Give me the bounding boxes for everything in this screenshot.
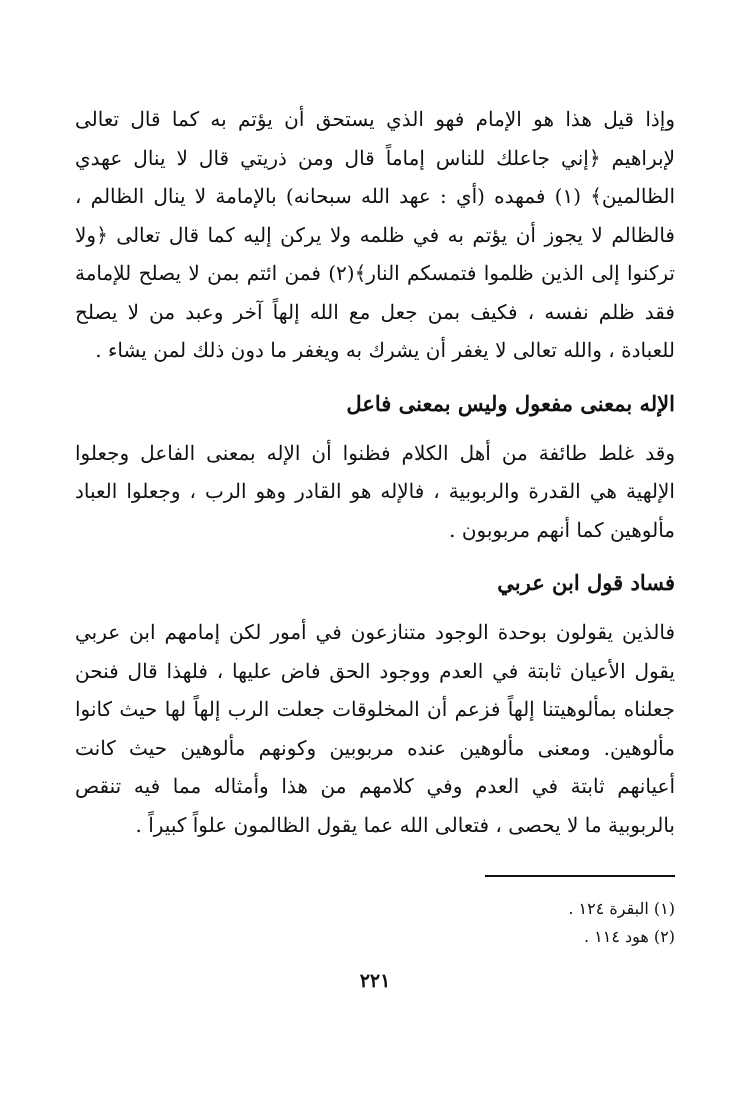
page-number: ٢٢١ — [359, 970, 391, 992]
section-heading-ilah-meaning: الإله بمعنى مفعول وليس بمعنى فاعل — [346, 390, 675, 416]
paragraph-imam: وإذا قيل هذا هو الإمام فهو الذي يستحق أن يؤتم به كما قال تعالى لإبراهيم ﴿إني جاعلك للناس إماماً قال ومن ذريتي قال لا ينال عهدي الظالمين﴾ (١) فمهده (أي : عهد الله سبحانه) بالإمامة لا ينال الظالم ، فالظالم لا يجوز أن يؤتم به في ظلمه ولا يركن إليه كما قال تعالى ﴿ولا تركنوا إلى الذين ظلموا فتمسكم النار﴾(٢) فمن ائتم بمن لا يصلح للإمامة فقد ظلم نفسه ، فكيف بمن جعل مع الله إلهاً آخر وعبد من لا يصلح للعبادة ، والله تعالى لا يغفر أن يشرك به ويغفر ما دون ذلك لمن يشاء . — [75, 107, 676, 362]
footnote-1: (١) البقرة ١٢٤ . — [568, 899, 675, 918]
section-heading-ibn-arabi: فساد قول ابن عربي — [497, 570, 675, 595]
footnote-2: (٢) هود ١١٤ . — [583, 927, 675, 946]
book-page — [75, 100, 675, 1080]
paragraph-ibn-arabi: فالذين يقولون بوحدة الوجود متنازعون في أمور لكن إمامهم ابن عربي يقول الأعيان ثابتة في العدم ووجود الحق فاض عليها ، فلهذا قال فنحن جعلناه بمألوهيتنا إلهاً فزعم أن المخلوقات جعلت الرب إلهاً لها حيث كانوا مألوهين. ومعنى مألوهين عنده مربوبين وكونهم مألوهين حيث كانت أعيانهم ثابتة في العدم وفي كلامهم من هذا وأمثاله مما فيه تنقص بالربوبية ما لا يحصى ، فتعالى الله عما يقول الظالمون علواً كبيراً . — [75, 620, 675, 837]
paragraph-ilah-meaning: وقد غلط طائفة من أهل الكلام فظنوا أن الإله بمعنى الفاعل وجعلوا الإلهية هي القدرة والربوبية ، فالإله هو القادر وهو الرب ، وجعلوا العباد مألوهين كما أنهم مربوبون . — [75, 440, 675, 542]
footnotes — [375, 895, 675, 951]
footnote-separator — [485, 875, 675, 877]
